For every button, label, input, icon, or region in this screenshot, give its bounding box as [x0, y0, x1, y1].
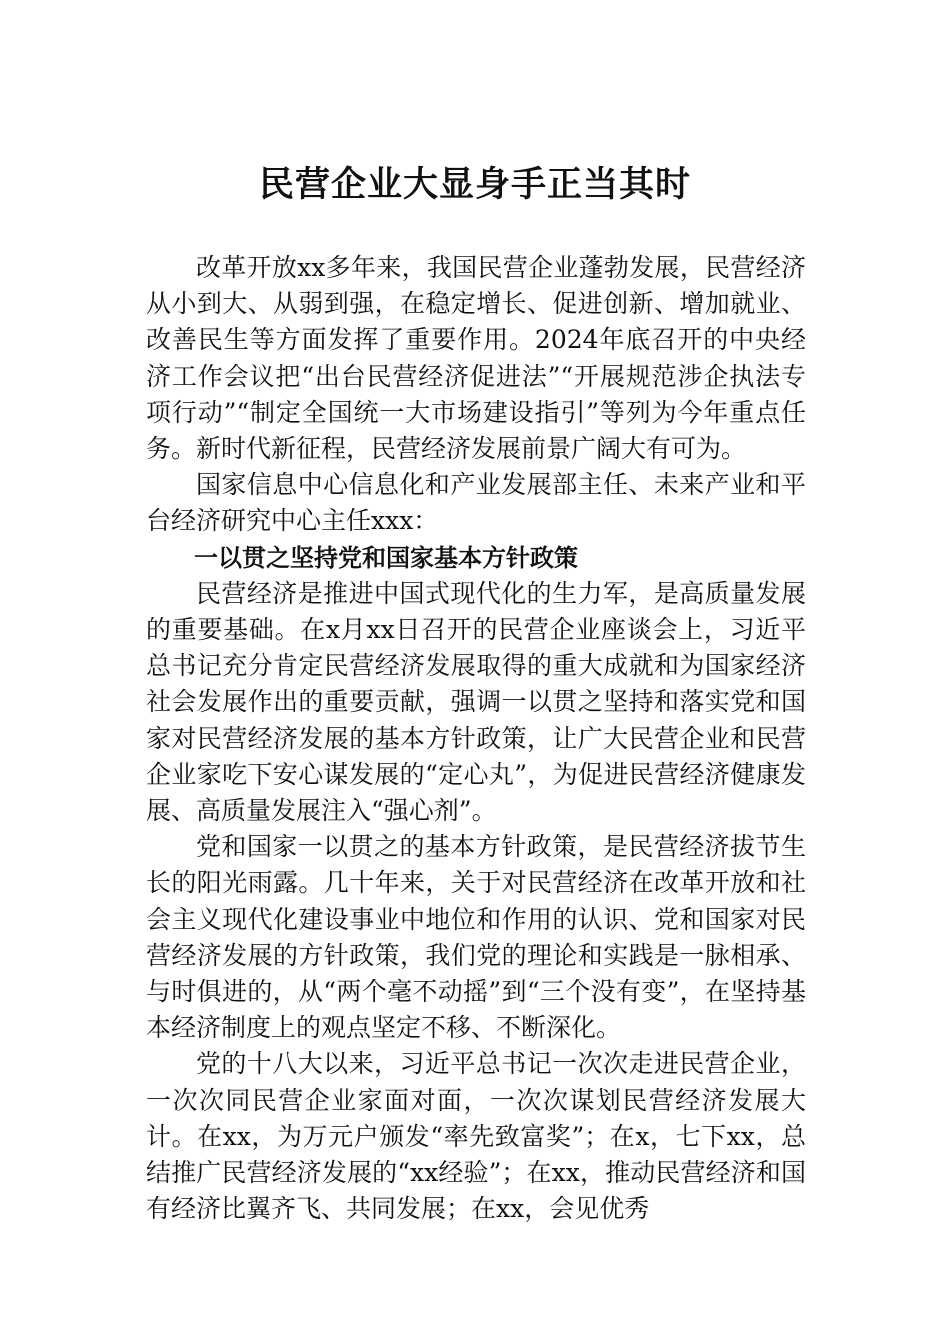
paragraph-speaker: 国家信息中心信息化和产业发展部主任、未来产业和平台经济研究中心主任xxx：: [146, 470, 806, 536]
document-body: [146, 250, 806, 1227]
paragraph-body-3: 党的十八大以来，习近平总书记一次次走进民营企业，一次次同民营企业家面对面，一次次谋划民营经济发展大计。在xx，为万元户颁发“率先致富奖”；在x，七下xx，总结推广民营经济发展的“xx经验”；在xx，推动民营经济和国有经济比翼齐飞、共同发展；在xx，会见优秀: [146, 1049, 806, 1224]
paragraph-body-2: 党和国家一以贯之的基本方针政策，是民营经济拔节生长的阳光雨露。几十年来，关于对民营经济在改革开放和社会主义现代化建设事业中地位和作用的认识、党和国家对民营经济发展的方针政策，我们党的理论和实践是一脉相承、与时俱进的，从“两个毫不动摇”到“三个没有变”，在坚持基本经济制度上的观点坚定不移、不断深化。: [146, 832, 806, 1043]
document-title: 民营企业大显身手正当其时: [258, 164, 691, 205]
paragraph-body-1: 民营经济是推进中国式现代化的生力军，是高质量发展的重要基础。在x月xx日召开的民营企业座谈会上，习近平总书记充分肯定民营经济发展取得的重大成就和为国家经济社会发展作出的重要贡献，强调一以贯之坚持和落实党和国家对民营经济发展的基本方针政策，让广大民营企业和民营企业家吃下安心谋发展的“定心丸”，为促进民营经济健康发展、高质量发展注入“强心剂”。: [146, 578, 806, 826]
section-heading: 一以贯之坚持党和国家基本方针政策: [194, 543, 578, 572]
paragraph-intro: 改革开放xx多年来，我国民营企业蓬勃发展，民营经济从小到大、从弱到强，在稳定增长、促进创新、增加就业、改善民生等方面发挥了重要作用。2024年底召开的中央经济工作会议把“出台民营经济促进法”“开展规范涉企执法专项行动”“制定全国统一大市场建设指引”等列为今年重点任务。新时代新征程，民营经济发展前景广阔大有可为。: [146, 253, 806, 464]
